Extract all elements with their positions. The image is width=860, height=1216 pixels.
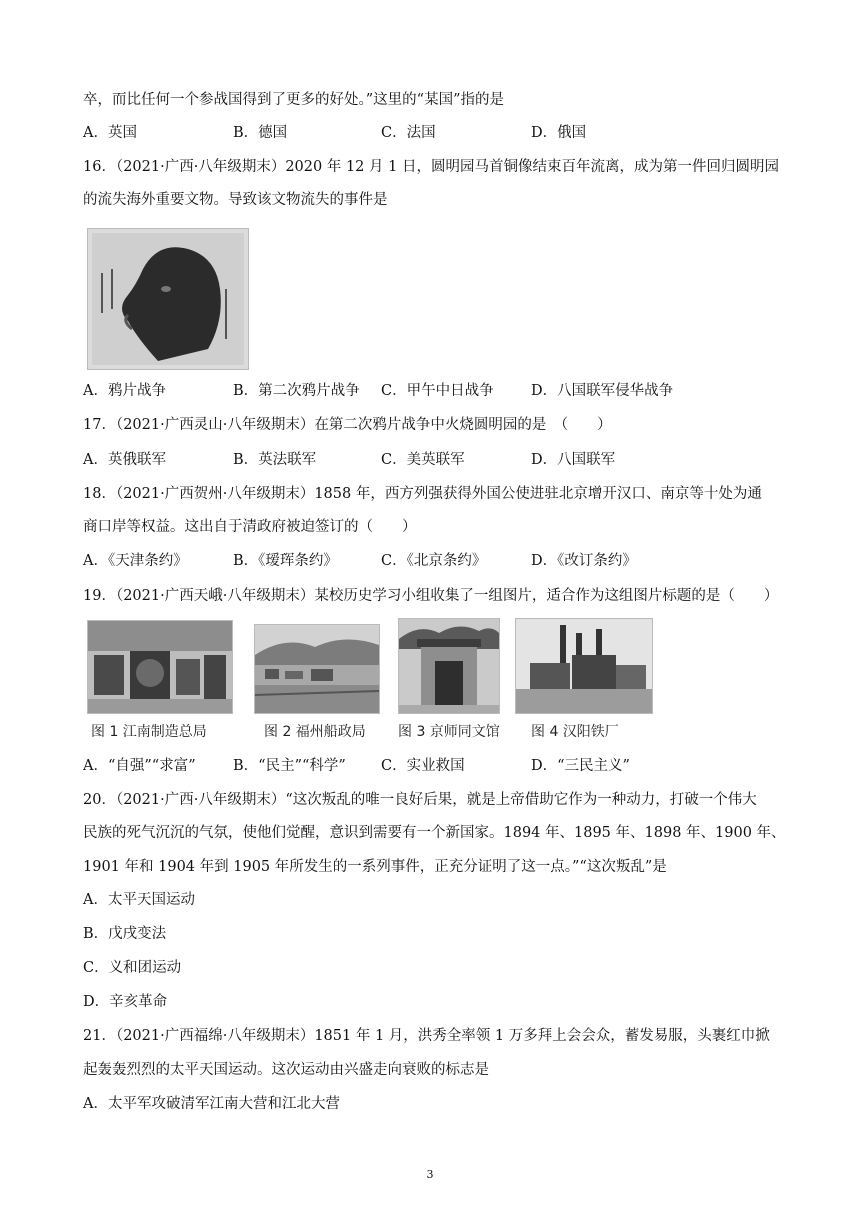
q17-option-c[interactable]: C．美英联军 bbox=[381, 452, 465, 468]
q17-option-b[interactable]: B．英法联军 bbox=[233, 452, 317, 468]
q15-stem-continued: 卒，而比任何一个参战国得到了更多的好处。”这里的“某国”指的是 bbox=[83, 92, 504, 108]
q15-option-b[interactable]: B．德国 bbox=[233, 125, 288, 141]
figure-4-caption: 图 4 汉阳铁厂 bbox=[531, 724, 619, 740]
q18-option-b[interactable]: B．《瑷珲条约》 bbox=[233, 553, 338, 569]
q17-option-d[interactable]: D．八国联军 bbox=[531, 452, 616, 468]
q17-stem-line1: 17．（2021·广西灵山·八年级期末）在第二次鸦片战争中火烧圆明园的是 （ ） bbox=[83, 417, 612, 433]
q15-option-c[interactable]: C．法国 bbox=[381, 125, 436, 141]
q18-option-a[interactable]: A．《天津条约》 bbox=[83, 553, 188, 569]
q16-option-d[interactable]: D．八国联军侵华战争 bbox=[531, 383, 674, 399]
fuzhou-shipyard-image bbox=[254, 624, 380, 714]
q20-option-a[interactable]: A．太平天国运动 bbox=[83, 892, 195, 908]
hanyang-ironworks-image bbox=[515, 618, 653, 714]
figure-1-caption: 图 1 江南制造总局 bbox=[91, 724, 207, 740]
q16-stem-line1: 16．（2021·广西·八年级期末）2020 年 12 月 1 日，圆明园马首铜像结束百年流离，成为第一件回归圆明园 bbox=[83, 159, 779, 175]
q20-option-c[interactable]: C．义和团运动 bbox=[83, 960, 182, 976]
q15-option-d[interactable]: D．俄国 bbox=[531, 125, 587, 141]
q20-stem-line2: 民族的死气沉沉的气氛，使他们觉醒，意识到需要有一个新国家。1894 年、1895 年、1898 年、1900 年、 bbox=[83, 825, 786, 841]
q20-option-d[interactable]: D．辛亥革命 bbox=[83, 994, 168, 1010]
q21-option-a[interactable]: A．太平军攻破清军江南大营和江北大营 bbox=[83, 1096, 340, 1112]
figure-3-caption: 图 3 京师同文馆 bbox=[398, 724, 500, 740]
q17-option-a[interactable]: A．英俄联军 bbox=[83, 452, 166, 468]
q18-option-d[interactable]: D．《改订条约》 bbox=[531, 553, 637, 569]
horse-head-bronze-image bbox=[87, 228, 249, 370]
q16-option-a[interactable]: A．鸦片战争 bbox=[83, 383, 166, 399]
q20-option-b[interactable]: B．戊戌变法 bbox=[83, 926, 167, 942]
q19-option-b[interactable]: B．“民主”“科学” bbox=[233, 758, 346, 774]
q19-stem-line1: 19．（2021·广西天峨·八年级期末）某校历史学习小组收集了一组图片，适合作为这组图片标题的是（ ） bbox=[83, 588, 779, 604]
figure-2-caption: 图 2 福州船政局 bbox=[264, 724, 366, 740]
q21-stem-line2: 起轰轰烈烈的太平天国运动。这次运动由兴盛走向衰败的标志是 bbox=[83, 1062, 489, 1078]
q18-stem-line2: 商口岸等权益。这出自于清政府被迫签订的（ ） bbox=[83, 519, 417, 535]
q21-stem-line1: 21．（2021·广西福绵·八年级期末）1851 年 1 月，洪秀全率领 1 万多拜上会会众，蓄发易服，头裹红巾掀 bbox=[83, 1028, 770, 1044]
q18-stem-line1: 18．（2021·广西贺州·八年级期末）1858 年，西方列强获得外国公使进驻北京增开汉口、南京等十处为通 bbox=[83, 486, 762, 502]
q19-option-a[interactable]: A．“自强”“求富” bbox=[83, 758, 196, 774]
q19-option-c[interactable]: C．实业救国 bbox=[381, 758, 465, 774]
q19-option-d[interactable]: D．“三民主义” bbox=[531, 758, 630, 774]
tongwenguan-gate-image bbox=[398, 618, 500, 714]
q16-option-b[interactable]: B．第二次鸦片战争 bbox=[233, 383, 360, 399]
q18-option-c[interactable]: C．《北京条约》 bbox=[381, 553, 487, 569]
q20-stem-line1: 20．（2021·广西·八年级期末）“这次叛乱的唯一良好后果，就是上帝借助它作为一种动力，打破一个伟大 bbox=[83, 792, 757, 808]
jiangnan-arsenal-image bbox=[87, 620, 233, 714]
q16-stem-line2: 的流失海外重要文物。导致该文物流失的事件是 bbox=[83, 192, 388, 208]
q15-option-a[interactable]: A．英国 bbox=[83, 125, 137, 141]
page-number: 3 bbox=[426, 1168, 434, 1181]
q16-option-c[interactable]: C．甲午中日战争 bbox=[381, 383, 494, 399]
q20-stem-line3: 1901 年和 1904 年到 1905 年所发生的一系列事件，正充分证明了这一点。”“这次叛乱”是 bbox=[83, 859, 667, 875]
